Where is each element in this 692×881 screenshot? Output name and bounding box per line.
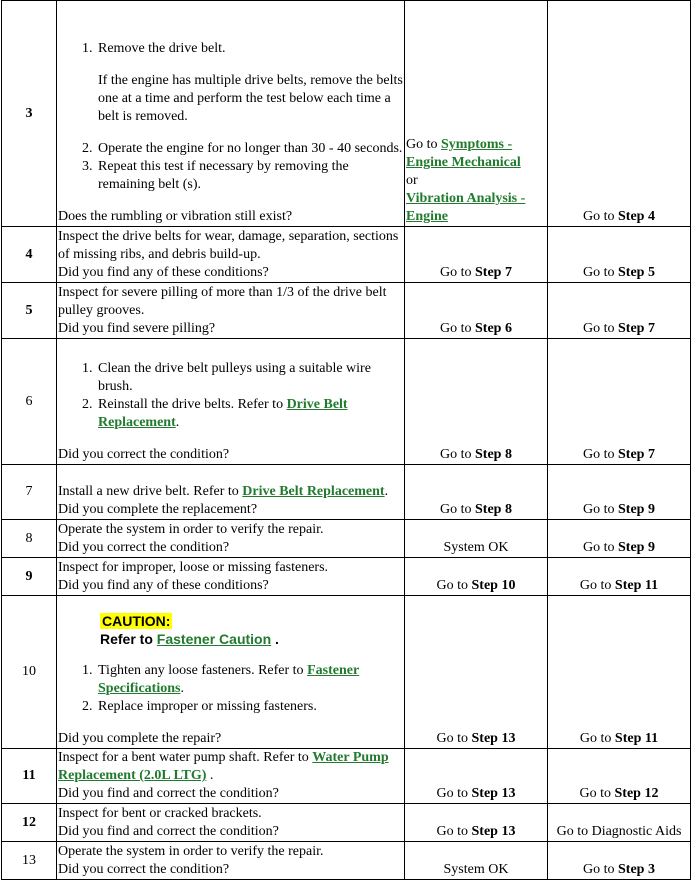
no-cell: Go to Step 7: [548, 339, 691, 465]
yes-cell: System OK: [405, 520, 548, 558]
link-drive-belt-replacement[interactable]: Drive Belt Replacement: [242, 484, 385, 499]
action-list: [58, 40, 403, 194]
action-cell: [57, 1, 405, 227]
link-vibration-analysis-engine[interactable]: Vibration Analysis - Engine: [406, 191, 526, 224]
step-ref: Step 5: [618, 265, 655, 280]
step-ref: Step 9: [618, 502, 655, 517]
link-symptoms-engine-mechanical[interactable]: Symptoms - Engine Mechanical: [406, 137, 521, 170]
table-row-step-3: [2, 1, 691, 227]
question-text: Did you find any of these conditions?: [58, 265, 269, 280]
yes-cell: Go to Step 8: [405, 465, 548, 520]
no-cell: Go to Step 12: [548, 749, 691, 804]
step-ref: Step 7: [475, 265, 512, 280]
step-ref: Step 3: [618, 862, 655, 877]
action-text: Inspect the drive belts for wear, damage, separation, sections of missing ribs, and debris build-up.: [58, 229, 399, 262]
step-ref: Step 12: [614, 786, 659, 801]
step-ref: Step 4: [618, 209, 655, 224]
no-cell: Go to Diagnostic Aids: [548, 804, 691, 842]
question-text: Did you complete the repair?: [58, 731, 222, 746]
step-ref: Step 13: [471, 786, 516, 801]
action-cell: Install a new drive belt. Refer to Drive Belt Replacement. Did you complete the replacement?: [57, 465, 405, 520]
no-cell: Go to Step 5: [548, 227, 691, 283]
step-ref: Step 13: [471, 731, 516, 746]
table-row-step-13: [2, 842, 691, 880]
step-ref: Step 11: [614, 731, 659, 746]
action-text: Operate the system in order to verify the repair.: [58, 522, 324, 537]
step-ref: Step 8: [475, 502, 512, 517]
table-row-step-4: [2, 227, 691, 283]
link-drive-belt-replacement[interactable]: Drive Belt Replacement: [98, 397, 348, 430]
step-number: 7: [2, 465, 57, 520]
link-fastener-caution[interactable]: Fastener Caution: [156, 631, 272, 647]
step-number: 10: [2, 596, 57, 749]
action-cell: [57, 339, 405, 465]
question-text: Did you find and correct the condition?: [58, 786, 279, 801]
step-number: 13: [2, 842, 57, 880]
table-row-step-7: [2, 465, 691, 520]
no-cell: Go to Step 11: [548, 558, 691, 596]
step-ref: Step 7: [618, 447, 655, 462]
action-cell: [57, 804, 405, 842]
question-text: Did you find severe pilling?: [58, 321, 216, 336]
question-text: Did you find and correct the condition?: [58, 824, 279, 839]
table-row-step-5: [2, 283, 691, 339]
step-number: 4: [2, 227, 57, 283]
no-cell: Go to Step 9: [548, 520, 691, 558]
step-ref: Step 8: [475, 447, 512, 462]
table-row-step-10: [2, 596, 691, 749]
action-cell: Inspect for a bent water pump shaft. Refer to Water Pump Replacement (2.0L LTG) . Did you find and correct the condition?: [57, 749, 405, 804]
action-cell: [57, 520, 405, 558]
action-cell: [57, 842, 405, 880]
question-text: Did you correct the condition?: [58, 447, 230, 462]
action-cell: [57, 227, 405, 283]
step-number: 3: [2, 1, 57, 227]
diagnostic-table: [1, 0, 691, 880]
note-text: If the engine has multiple drive belts, remove the belts one at a time and perform the test below each time a belt is removed.: [98, 73, 403, 124]
action-list: [58, 360, 403, 432]
yes-cell: Go to Step 8: [405, 339, 548, 465]
table-row-step-11: [2, 749, 691, 804]
action-list: [58, 662, 403, 716]
action-text: Inspect for severe pilling of more than 1/3 of the drive belt pulley grooves.: [58, 285, 387, 318]
yes-cell: Go to Step 7: [405, 227, 548, 283]
yes-cell: Go to Step 13: [405, 804, 548, 842]
action-cell: [57, 596, 405, 749]
question-text: Did you correct the condition?: [58, 862, 230, 877]
link-fastener-specifications[interactable]: Fastener Specifications: [98, 663, 360, 696]
table-row-step-9: [2, 558, 691, 596]
step-number: 12: [2, 804, 57, 842]
action-text: Inspect for bent or cracked brackets.: [58, 806, 262, 821]
table-row-step-8: [2, 520, 691, 558]
no-cell: Go to Step 9: [548, 465, 691, 520]
question-text: Did you complete the replacement?: [58, 502, 258, 517]
no-cell: Go to Step 7: [548, 283, 691, 339]
table-row-step-12: [2, 804, 691, 842]
action-cell: [57, 558, 405, 596]
step-number: 6: [2, 339, 57, 465]
yes-cell: Go to Step 10: [405, 558, 548, 596]
yes-cell: Go to Step 6: [405, 283, 548, 339]
list-item: 1. Remove the drive belt. If the engine has multiple drive belts, remove the belts one at a time and perform the test below each time a belt is removed.: [96, 40, 403, 140]
list-item: 2. Reinstall the drive belts. Refer to Drive Belt Replacement.: [96, 396, 403, 432]
table-row-step-6: [2, 339, 691, 465]
link-water-pump-replacement[interactable]: Water Pump Replacement (2.0L LTG): [58, 750, 389, 783]
yes-cell: System OK: [405, 842, 548, 880]
question-text: Does the rumbling or vibration still exist?: [58, 209, 293, 224]
question-text: Did you correct the condition?: [58, 540, 230, 555]
step-ref: Step 7: [618, 321, 655, 336]
step-number: 11: [2, 749, 57, 804]
list-item: 2. Operate the engine for no longer than 30 - 40 seconds.: [96, 140, 403, 158]
question-text: Did you find any of these conditions?: [58, 578, 269, 593]
yes-cell: Go to Step 13: [405, 596, 548, 749]
step-number: 8: [2, 520, 57, 558]
action-cell: [57, 283, 405, 339]
list-item: 1. Tighten any loose fasteners. Refer to Fastener Specifications.: [96, 662, 403, 698]
step-ref: Step 6: [475, 321, 512, 336]
yes-cell: Go to Symptoms - Engine Mechanical or Vibration Analysis - Engine: [405, 1, 548, 227]
list-item: 1. Clean the drive belt pulleys using a suitable wire brush.: [96, 360, 403, 396]
step-ref: Step 10: [471, 578, 516, 593]
action-text: Inspect for improper, loose or missing fasteners.: [58, 560, 329, 575]
no-cell: Go to Step 11: [548, 596, 691, 749]
step-ref: Step 11: [614, 578, 659, 593]
list-item: 3. Repeat this test if necessary by removing the remaining belt (s).: [96, 158, 403, 194]
list-item: 2. Replace improper or missing fasteners.: [96, 698, 403, 716]
step-ref: Step 9: [618, 540, 655, 555]
step-number: 9: [2, 558, 57, 596]
no-cell: Go to Step 3: [548, 842, 691, 880]
action-text: Operate the system in order to verify the repair.: [58, 844, 324, 859]
step-number: 5: [2, 283, 57, 339]
step-ref: Step 13: [471, 824, 516, 839]
no-cell: Go to Step 4: [548, 1, 691, 227]
yes-cell: Go to Step 13: [405, 749, 548, 804]
caution-label: CAUTION:: [102, 613, 171, 629]
caution-block: CAUTION: Refer to Fastener Caution .: [100, 613, 279, 647]
